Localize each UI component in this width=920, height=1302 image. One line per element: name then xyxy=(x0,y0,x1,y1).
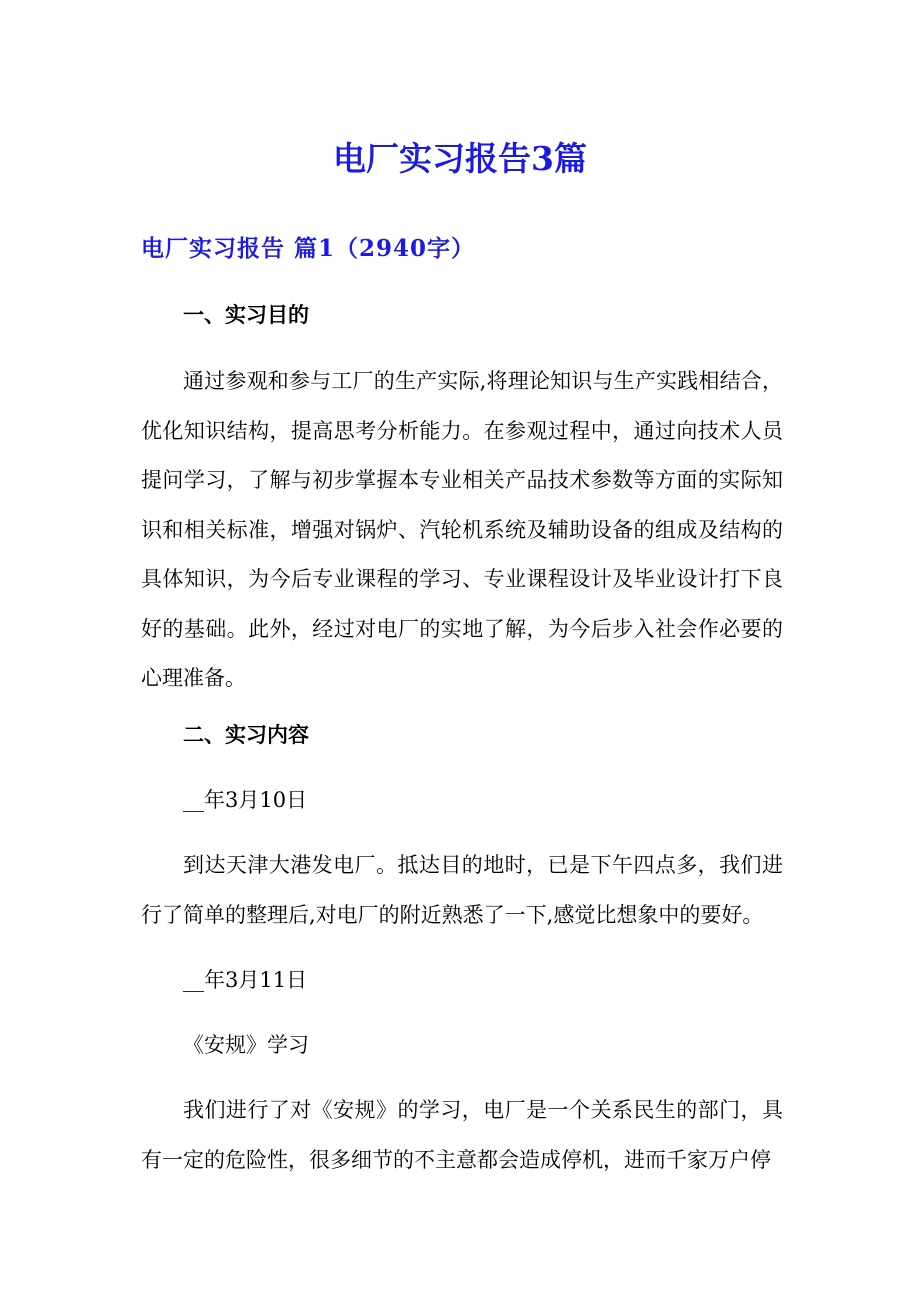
paragraph-safety-rules: 我们进行了对《安规》的学习，电厂是一个关系民生的部门，具有一定的危险性，很多细节的不主意都会造成停机，进而千家万户停 xyxy=(141,1098,783,1172)
document-title: 电厂实习报告3篇 xyxy=(333,139,587,178)
paragraph-purpose: 通过参观和参与工厂的生产实际,将理论知识与生产实践相结合，优化知识结构，提高思考分析能力。在参观过程中，通过向技术人员提问学习，了解与初步掌握本专业相关产品技术参数等方面的实际知识和相关标准，增强对锅炉、汽轮机系统及辅助设备的组成及结构的具体知识，为今后专业课程的学习、专业课程设计及毕业设计打下良好的基础。此外，经过对电厂的实地了解，为今后步入社会作必要的心理准备。 xyxy=(141,369,783,690)
date-march-10: __年3月10日 xyxy=(183,788,308,812)
subheading-safety-rules: 《安规》学习 xyxy=(183,1033,309,1057)
heading-internship-purpose: 一、实习目的 xyxy=(183,302,309,327)
section-title: 电厂实习报告 篇1（2940字） xyxy=(141,235,476,262)
paragraph-march-10: 到达天津大港发电厂。抵达目的地时，已是下午四点多，我们进行了简单的整理后,对电厂的附近熟悉了一下,感觉比想象中的要好。 xyxy=(141,853,783,927)
date-march-11: __年3月11日 xyxy=(183,968,308,992)
heading-internship-content: 二、实习内容 xyxy=(183,722,309,747)
